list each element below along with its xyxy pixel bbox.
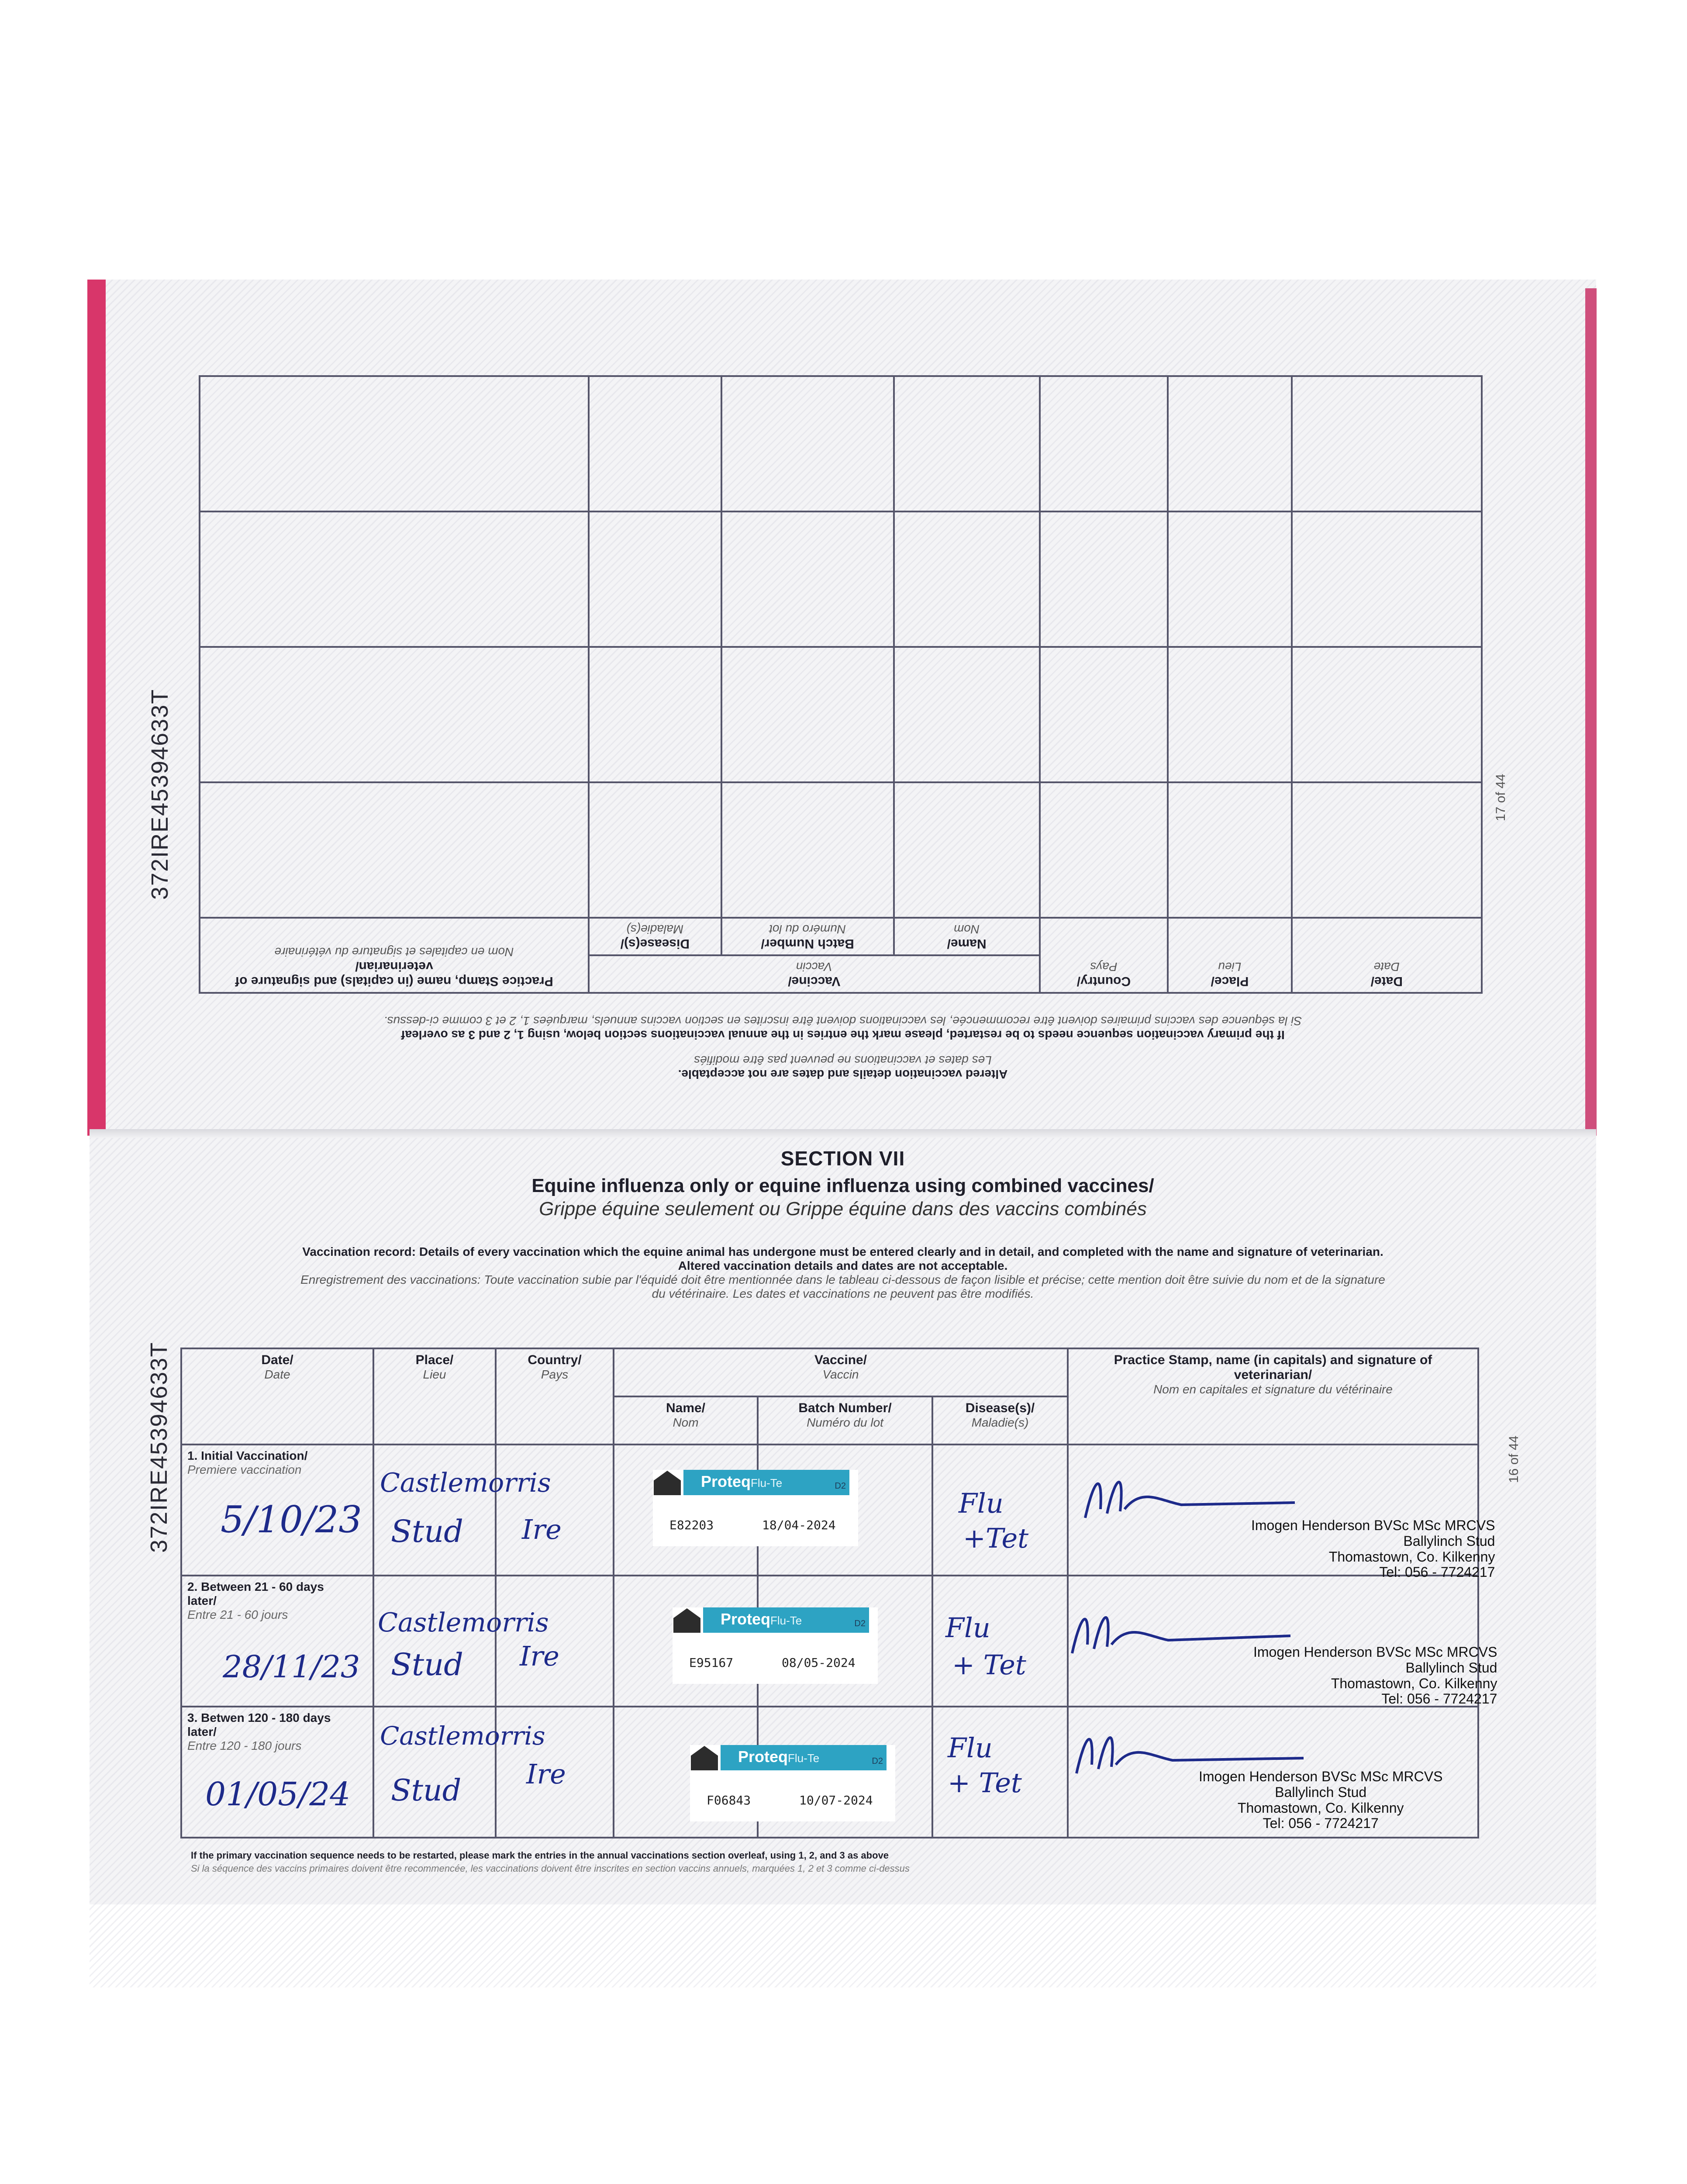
handwritten-date: 28/11/23 <box>223 1649 360 1685</box>
section-title: SECTION VII <box>780 1147 905 1170</box>
header-batch: Batch Number/ Numéro du lot <box>721 918 894 955</box>
handwritten-date: 01/05/24 <box>205 1776 351 1813</box>
upside-down-content <box>90 280 1596 1129</box>
home-icon <box>691 1746 718 1770</box>
record-en-2: Altered vaccination details and dates are not acceptable. <box>678 1259 1008 1272</box>
stamp-practice: Ballylinch Stud <box>1275 1784 1367 1800</box>
stamp-name: Imogen Henderson BVSc MSc MRCVS <box>1253 1644 1497 1660</box>
passport-id-bottom: 372IRE45394633T <box>146 1341 172 1553</box>
header-place: Place/ Lieu <box>373 1348 496 1444</box>
handwritten-disease-2: +Tet <box>963 1522 1029 1554</box>
table-row <box>200 511 1482 647</box>
table-row <box>200 376 1482 511</box>
page-number-17: 17 of 44 <box>1494 774 1508 821</box>
record-fr-2: du vétérinaire. Les dates et vaccinations ne peuvent pas être modifiés. <box>652 1287 1034 1300</box>
vaccine-sticker <box>690 1745 895 1821</box>
handwritten-place: Castlemorris <box>380 1721 545 1751</box>
page-title: Equine influenza only or equine influenza using combined vaccines/ <box>531 1175 1154 1196</box>
batch-number: E82203 <box>669 1518 714 1532</box>
header-disease: Disease(s)/ Maladie(s) <box>589 918 721 955</box>
stamp-phone: Tel: 056 - 7724217 <box>1379 1564 1495 1580</box>
table-row <box>200 782 1482 918</box>
vaccine-sticker <box>673 1607 878 1684</box>
stamp-phone: Tel: 056 - 7724217 <box>1381 1691 1497 1707</box>
handwritten-disease-2: + Tet <box>948 1767 1022 1799</box>
top-restart-note <box>90 1014 1596 1042</box>
handwritten-place: Castlemorris <box>378 1607 549 1638</box>
handwritten-place-2: Stud <box>391 1514 463 1549</box>
home-icon <box>654 1471 681 1495</box>
vet-signature <box>1076 1461 1304 1527</box>
vaccine-logo: ProteqFlu-Te D2 <box>683 1470 849 1495</box>
handwritten-place: Castlemorris <box>380 1468 551 1498</box>
handwritten-disease: Flu <box>959 1487 1004 1519</box>
page-number-16: 16 of 44 <box>1507 1435 1521 1483</box>
row-label: 3. Betwen 120 - 180 days later/ Entre 120 - 180 jours <box>187 1711 331 1752</box>
record-fr: Enregistrement des vaccinations: Toute vaccination subie par l'équidé doit être mentionnée dans le tableau ci-dessous de façon lisible et précise; cette mention doit être suivie du nom et de la signature <box>300 1273 1385 1286</box>
vet-stamp <box>1253 1645 1497 1707</box>
header-date: Date/ Date <box>181 1348 373 1444</box>
header-place: Place/ Lieu <box>1168 918 1291 993</box>
header-vaccine: Vaccine/ Vaccin <box>589 955 1040 993</box>
handwritten-disease: Flu <box>945 1612 990 1644</box>
expiry-date: 10/07-2024 <box>799 1793 873 1807</box>
stamp-name: Imogen Henderson BVSc MSc MRCVS <box>1251 1517 1495 1533</box>
vaccine-logo: ProteqFlu-Te D2 <box>703 1607 869 1633</box>
stamp-name: Imogen Henderson BVSc MSc MRCVS <box>1199 1769 1443 1784</box>
handwritten-country: Ire <box>526 1758 566 1790</box>
handwritten-disease-2: + Tet <box>952 1649 1026 1681</box>
stamp-practice: Ballylinch Stud <box>1405 1659 1497 1676</box>
footer-note-fr: Si la séquence des vaccins primaires doivent être recommencée, les vaccinations doivent être inscrites en section vaccins annuels, marquées 1, 2 et 3 comme ci-dessus <box>191 1863 910 1874</box>
header-batch: Batch Number/ Numéro du lot <box>758 1396 932 1444</box>
annual-vaccination-table <box>199 375 1483 994</box>
batch-number: F06843 <box>707 1793 751 1807</box>
expiry-date: 08/05-2024 <box>782 1655 856 1670</box>
stamp-address: Thomastown, Co. Kilkenny <box>1237 1800 1404 1816</box>
handwritten-country: Ire <box>522 1514 562 1545</box>
vet-stamp <box>1251 1518 1495 1580</box>
stamp-phone: Tel: 056 - 7724217 <box>1263 1815 1379 1832</box>
vaccine-logo: ProteqFlu-Te D2 <box>721 1745 887 1770</box>
header-country: Country/ Pays <box>496 1348 614 1444</box>
stamp-practice: Ballylinch Stud <box>1403 1533 1495 1549</box>
header-name: Name/ Nom <box>894 918 1040 955</box>
vet-stamp <box>1199 1769 1442 1832</box>
table-row <box>200 647 1482 782</box>
expiry-date: 18/04-2024 <box>762 1518 836 1532</box>
cover-edge-left <box>87 280 106 1136</box>
handwritten-place-2: Stud <box>391 1647 463 1683</box>
header-disease: Disease(s)/ Maladie(s) <box>932 1396 1068 1444</box>
header-date: Date/ Date <box>1292 918 1482 993</box>
row-label: 2. Between 21 - 60 days later/ Entre 21 - 60 jours <box>187 1580 324 1621</box>
home-icon <box>673 1608 700 1633</box>
header-stamp: Practice Stamp, name (in capitals) and signature of veterinarian/ Nom en capitales et signature du vétérinaire <box>200 918 589 993</box>
handwritten-place-2: Stud <box>391 1773 462 1808</box>
note-title-fr: Les dates et vaccinations ne peuvent pas être modifiés <box>694 1054 992 1067</box>
row-label: 1. Initial Vaccination/ Premiere vaccination <box>187 1449 308 1476</box>
page-16 <box>90 1138 1596 1987</box>
record-en: Vaccination record: Details of every vaccination which the equine animal has undergone must be entered clearly and in detail, and completed with the name and signature of veterinarian. <box>302 1245 1383 1258</box>
note-title-en: Altered vaccination details and dates are not acceptable. <box>678 1068 1008 1081</box>
header-stamp: Practice Stamp, name (in capitals) and signature of veterinarian/ Nom en capitales et signature du vétérinaire <box>1068 1348 1478 1444</box>
top-note-title <box>90 1053 1596 1081</box>
header-name: Name/ Nom <box>614 1396 758 1444</box>
header-country: Country/ Pays <box>1040 918 1168 993</box>
batch-number: E95167 <box>689 1655 734 1670</box>
restart-note-en: If the primary vaccination sequence needs to be restarted, please mark the entries in the annual vaccinations section below, using 1, 2 and 3 as overleaf <box>401 1028 1285 1042</box>
handwritten-country: Ire <box>520 1640 559 1672</box>
stamp-address: Thomastown, Co. Kilkenny <box>1331 1675 1497 1691</box>
book-gutter <box>90 1129 1596 1139</box>
record-instructions <box>90 1245 1596 1301</box>
passport-id-top: 372IRE45394633T <box>147 688 173 900</box>
vaccine-sticker <box>653 1470 858 1546</box>
cover-edge-right <box>1585 288 1597 1136</box>
footer-note-en: If the primary vaccination sequence needs to be restarted, please mark the entries in the annual vaccinations section overleaf, using 1, 2, and 3 as above <box>191 1850 889 1861</box>
stamp-address: Thomastown, Co. Kilkenny <box>1328 1548 1495 1565</box>
header-vaccine: Vaccine/ Vaccin <box>614 1348 1068 1396</box>
handwritten-date: 5/10/23 <box>221 1498 362 1541</box>
restart-note-fr: Si la séquence des vaccins primaires doivent être recommencée, les vaccinations doivent être inscrites en section vaccins annuels, marquées 1, 2 et 3 comme ci-dessus. <box>383 1014 1302 1028</box>
handwritten-disease: Flu <box>948 1732 993 1764</box>
page-subtitle: Grippe équine seulement ou Grippe équine dans des vaccins combinés <box>539 1198 1147 1220</box>
page-17 <box>90 280 1596 1129</box>
